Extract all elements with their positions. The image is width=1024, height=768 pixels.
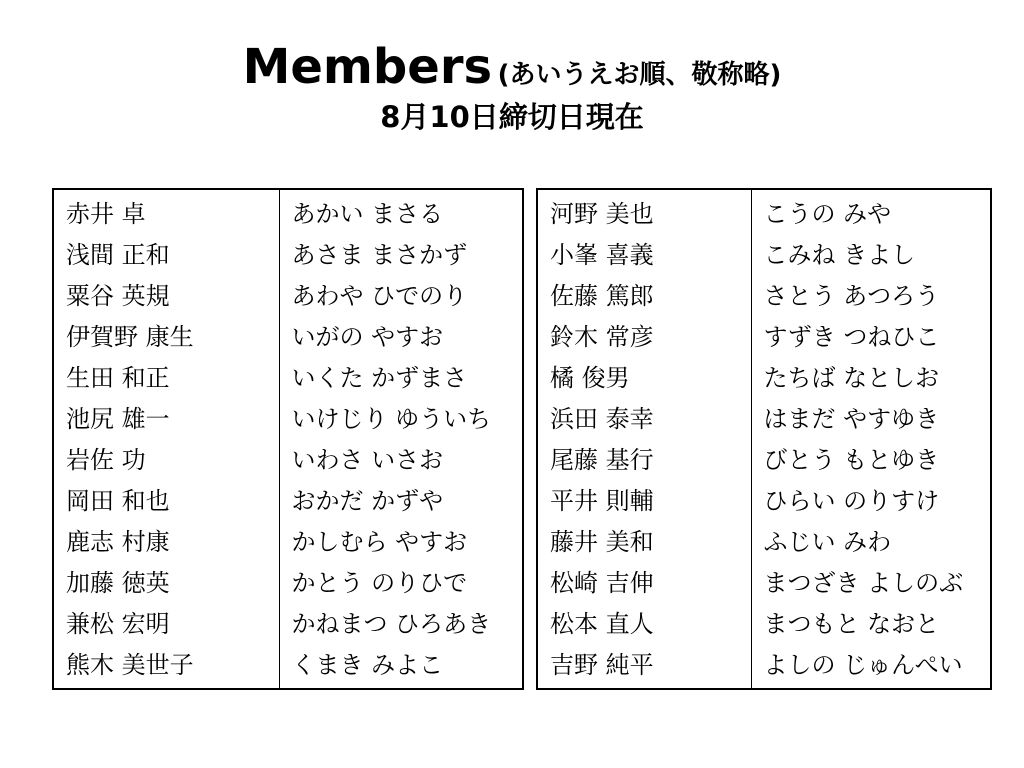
member-name: 鈴木 常彦 [537,317,751,358]
table-row [53,235,523,276]
table-row [537,358,991,399]
member-reading: ひらい のりすけ [763,487,940,515]
table-row [53,563,523,604]
title-note: (あいうえお順、敬称略) [497,60,782,90]
member-reading: はまだ やすゆき [763,405,940,433]
member-name: 加藤 徳英 [53,563,279,604]
member-reading: いけじり ゆういち [291,405,492,433]
member-reading: まつざき よしのぶ [763,569,964,597]
table-row [53,399,523,440]
table-row [537,481,991,522]
members-table-left [52,188,524,690]
member-name: 伊賀野 康生 [53,317,279,358]
table-row [537,522,991,563]
member-reading: あわや ひでのり [291,282,468,310]
member-reading: くまき みよこ [291,651,444,679]
table-row [537,276,991,317]
member-reading: いわさ いさお [291,446,444,474]
member-reading: よしの じゅんぺい [763,651,963,679]
table-row [53,189,523,235]
member-reading: かとう のりひで [291,569,468,597]
member-reading: あかい まさる [291,200,444,228]
member-name: 橘 俊男 [537,358,751,399]
member-name: 吉野 純平 [537,645,751,689]
member-name: 浅間 正和 [53,235,279,276]
member-reading: さとう あつろう [763,282,940,310]
table-row [537,645,991,689]
member-name: 尾藤 基行 [537,440,751,481]
table-row [537,317,991,358]
member-reading: まつもと なおと [763,610,940,638]
member-name: 生田 和正 [53,358,279,399]
member-name: 浜田 泰幸 [537,399,751,440]
table-row [537,189,991,235]
member-reading: ふじい みわ [763,528,892,556]
member-reading: すずき つねひこ [763,323,940,351]
table-row [53,276,523,317]
table-row [537,563,991,604]
table-row [537,440,991,481]
table-row [53,645,523,689]
member-name: 兼松 宏明 [53,604,279,645]
table-row [53,358,523,399]
member-name: 赤井 卓 [53,189,279,235]
table-row [537,604,991,645]
member-reading: かねまつ ひろあき [291,610,492,638]
member-reading: あさま まさかず [291,241,468,269]
member-reading: かしむら やすお [291,528,468,556]
member-reading: こうの みや [763,200,892,228]
member-name: 粟谷 英規 [53,276,279,317]
member-name: 小峯 喜義 [537,235,751,276]
member-name: 岩佐 功 [53,440,279,481]
member-reading: いくた かずまさ [291,364,468,392]
page-subtitle: 8月10日締切日現在 [380,100,644,135]
table-row [53,481,523,522]
member-name: 岡田 和也 [53,481,279,522]
members-table-right [536,188,992,690]
page-title [0,40,1024,95]
title-main: Members [242,39,493,95]
member-reading: たちば なとしお [763,364,940,392]
member-reading: おかだ かずや [291,487,444,515]
member-reading: いがの やすお [291,323,444,351]
member-reading: こみね きよし [763,241,916,269]
member-name: 鹿志 村康 [53,522,279,563]
table-row [53,522,523,563]
member-name: 松本 直人 [537,604,751,645]
table-row [537,399,991,440]
member-name: 佐藤 篤郎 [537,276,751,317]
member-name: 熊木 美世子 [53,645,279,689]
table-row [53,604,523,645]
member-reading: びとう もとゆき [763,446,940,474]
table-row [537,235,991,276]
member-name: 池尻 雄一 [53,399,279,440]
table-row [53,317,523,358]
member-name: 平井 則輔 [537,481,751,522]
member-name: 藤井 美和 [537,522,751,563]
member-name: 河野 美也 [537,189,751,235]
member-name: 松崎 吉伸 [537,563,751,604]
title-block [0,40,1024,135]
table-row [53,440,523,481]
